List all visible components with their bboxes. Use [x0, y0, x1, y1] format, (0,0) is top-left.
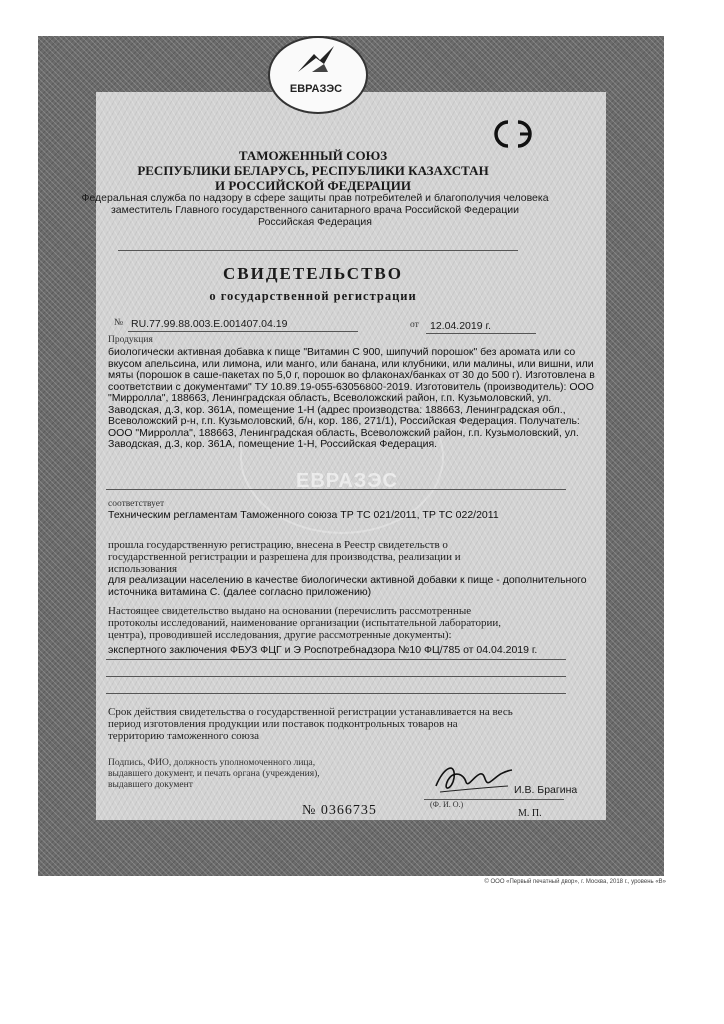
- basis-printed: [108, 605, 588, 641]
- usage-line: источника витамина С. (далее согласно приложению): [108, 585, 372, 598]
- agency-line: Российская Федерация: [258, 216, 372, 228]
- printer-note: © ООО «Первый печатный двор», г. Москва, 2018 г., уровень «В»: [484, 879, 666, 885]
- product-label: Продукция: [108, 335, 153, 345]
- divider: [106, 676, 566, 677]
- printed-line: прошла государственную регистрацию, внесена в Реестр свидетельств о: [108, 539, 448, 551]
- date-label: от: [410, 320, 419, 330]
- printed-line: использования: [108, 563, 178, 575]
- header-line: И РОССИЙСКОЙ ФЕДЕРАЦИИ: [215, 178, 411, 193]
- product-line: мяты (порошок в саше-пакетах по 5,0 г, порошок во флаконах/банках от 30 до 500 г). Изготовлена в: [108, 369, 595, 381]
- product-line: ООО "Мирролла", 188663, Ленинградская область, Всеволожский район, г.п. Кузьмоловский, ул.: [108, 426, 579, 439]
- compliance-label: соответствует: [108, 499, 165, 509]
- caption-line: выдавшего документ: [108, 780, 193, 790]
- printed-line: период изготовления продукции или поставок подконтрольных товаров на: [108, 718, 458, 730]
- divider: [106, 693, 566, 694]
- document-subtitle: о государственной регистрации: [209, 289, 417, 303]
- caption-line: Подпись, ФИО, должность уполномоченного лица,: [108, 758, 316, 768]
- product-line: "Мирролла", 188663, Ленинградская область, Всеволожский район, г.п. Кузьмоловский, ул.: [108, 392, 552, 404]
- divider: [106, 659, 566, 660]
- printed-line: территорию таможенного союза: [108, 730, 260, 742]
- divider: [118, 250, 518, 251]
- basis-text: экспертного заключения ФБУЗ ФЦГ и Э Роспотребнадзора №10 ФЦ/785 от 04.04.2019 г.: [108, 644, 538, 656]
- header-line: РЕСПУБЛИКИ БЕЛАРУСЬ, РЕСПУБЛИКИ КАЗАХСТАН: [137, 163, 489, 178]
- caption-line: выдавшего документ, и печать органа (учреждения),: [108, 769, 320, 779]
- product-line: Всеволожский р-н, г.п. Кузьмоловский, б/н, кор. 186, 271/1), Российская Федерация. Получатель:: [108, 415, 580, 427]
- product-line: биологически активная добавка к пище "Витамин С 900, шипучий порошок" без аромата или со: [108, 346, 576, 358]
- document-title: СВИДЕТЕЛЬСТВО: [223, 264, 403, 283]
- bird-icon: [294, 42, 340, 82]
- watermark-text: ЕВРАЗЭС: [295, 470, 398, 492]
- handwritten-signature: [430, 756, 520, 800]
- conformity-mark-icon: [486, 118, 540, 150]
- product-line: Заводская, д.3, кор. 361А, помещение 1-Н (адрес производства: 188663, Ленинградская обл.,: [108, 403, 566, 416]
- signer-name: И.В. Брагина: [514, 784, 578, 796]
- fio-caption: (Ф. И. О.): [430, 800, 464, 809]
- product-line: соответствии с документами" ТУ 10.89.19-055-63056800-2019. Изготовитель (производитель): ООО: [108, 380, 594, 393]
- validity-printed: [108, 706, 588, 742]
- issuing-agency: [80, 192, 550, 228]
- registration-date: 12.04.2019 г.: [430, 320, 491, 332]
- header-line: ТАМОЖЕННЫЙ СОЮЗ: [238, 148, 388, 163]
- usage-scope: [108, 575, 598, 598]
- number-label: №: [114, 318, 124, 328]
- compliance-text: Техническим регламентам Таможенного союза ТР ТС 021/2011, ТР ТС 022/2011: [108, 509, 499, 521]
- printed-line: государственной регистрации и разрешена для производства, реализации и: [108, 551, 461, 563]
- serial-number: № 0366735: [302, 803, 377, 818]
- product-line: вкусом апельсина, или лимона, или манго, или банана, или клубники, или малины, или вишни, или: [108, 357, 594, 370]
- printed-line: Настоящее свидетельство выдано на основании (перечислить рассмотренные: [108, 605, 472, 617]
- printed-line: протоколы исследований, наименование организации (испытательной лаборатории,: [108, 617, 501, 629]
- stamp-place-label: М. П.: [518, 808, 542, 819]
- logo-text: ЕВРАЗЭС: [289, 83, 343, 95]
- divider: [426, 333, 536, 334]
- header-union-title: [70, 148, 556, 193]
- printed-line: центра), проводившей исследования, другие рассмотренные документы):: [108, 629, 452, 641]
- usage-line: для реализации населению в качестве биологически активной добавки к пище - дополнительного: [108, 574, 587, 586]
- signature-caption: [108, 758, 368, 791]
- printed-line: Срок действия свидетельства о государственной регистрации устанавливается на весь: [108, 706, 513, 718]
- registration-number: RU.77.99.88.003.E.001407.04.19: [131, 318, 288, 330]
- agency-line: Федеральная служба по надзору в сфере защиты прав потребителей и благополучия человека: [81, 192, 549, 204]
- divider: [106, 489, 566, 490]
- registration-passed-printed: [108, 539, 588, 575]
- divider: [128, 331, 358, 332]
- agency-line: заместитель Главного государственного санитарного врача Российской Федерации: [110, 204, 520, 216]
- product-line: Заводская, д.3, кор. 361А, помещение 1-Н, Российская Федерация.: [108, 438, 438, 450]
- eurasec-logo: [268, 36, 364, 110]
